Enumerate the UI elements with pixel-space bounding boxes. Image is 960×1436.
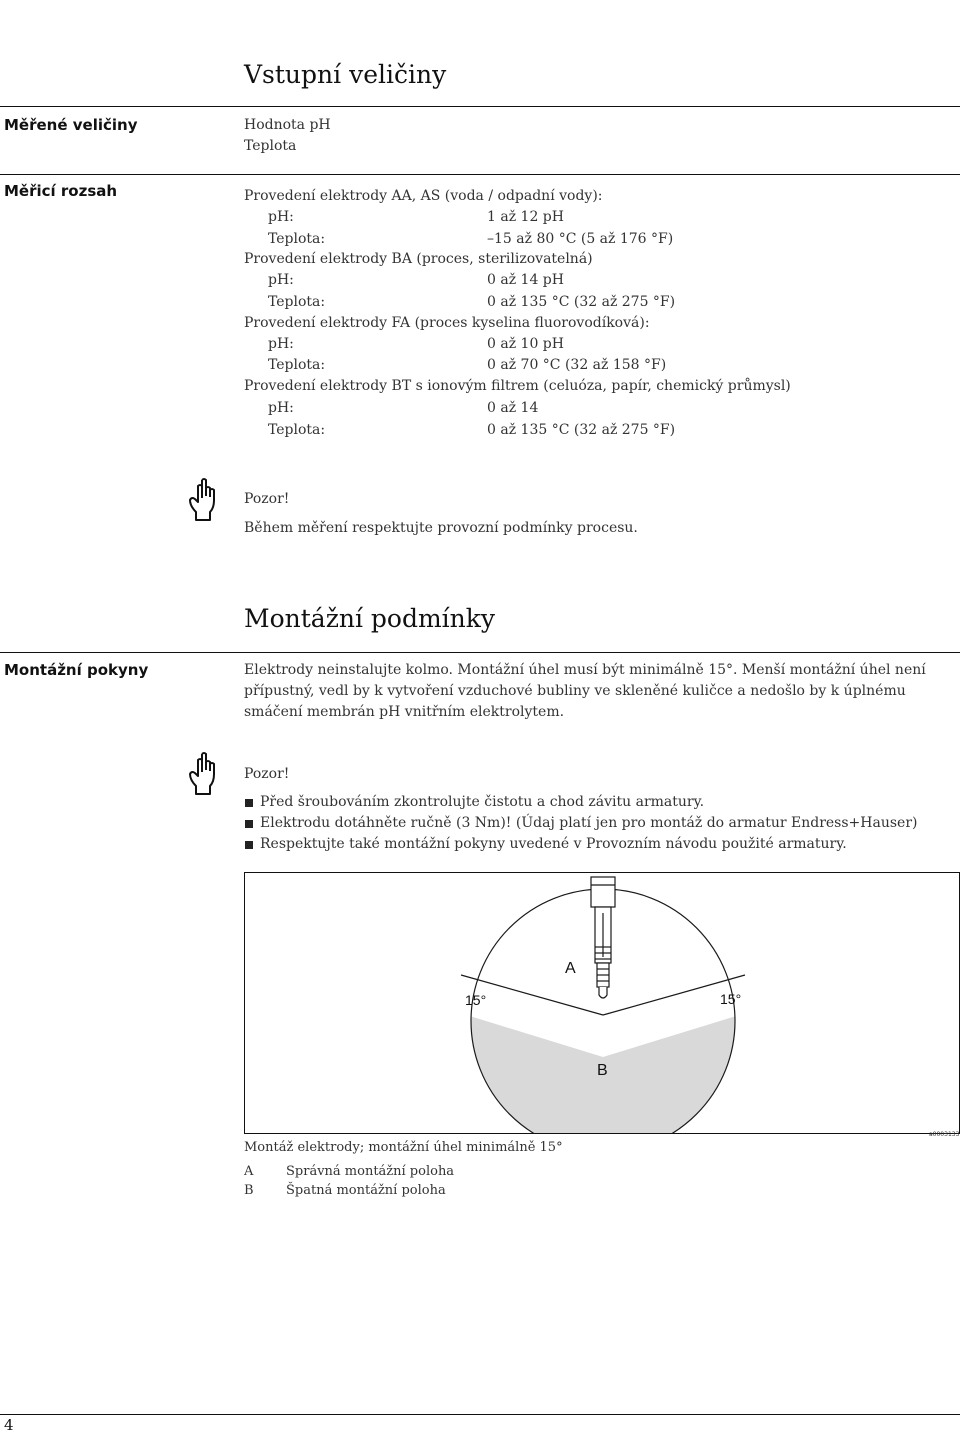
legend-key: B — [244, 1183, 254, 1198]
pointing-hand-icon — [186, 478, 220, 522]
range-row-name: pH: — [268, 336, 294, 352]
section-title-input: Vstupní veličiny — [244, 60, 447, 89]
section-divider — [0, 106, 960, 107]
range-row-value: 0 až 10 pH — [487, 336, 564, 352]
footer-divider — [0, 1414, 960, 1415]
legend-key: A — [244, 1164, 254, 1179]
note-bullet: Respektujte také montážní pokyny uvedené v Provozním návodu použité armatury. — [260, 836, 847, 852]
range-row-name: Teplota: — [268, 422, 326, 438]
mounting-angle-figure — [244, 872, 960, 1134]
range-row-name: Teplota: — [268, 294, 326, 310]
page-number: 4 — [4, 1416, 14, 1434]
range-group-heading: Provedení elektrody FA (proces kyselina fluorovodíková): — [244, 315, 650, 331]
range-row-value: –15 až 80 °C (5 až 176 °F) — [487, 231, 674, 247]
note-bullet: Elektrodu dotáhněte ručně (3 Nm)! (Údaj platí jen pro montáž do armatur Endress+Hauser) — [260, 815, 918, 831]
measured-line: Teplota — [244, 138, 297, 154]
install-label: Montážní pokyny — [4, 661, 149, 679]
range-group-heading: Provedení elektrody BT s ionovým filtrem (celuóza, papír, chemický průmysl) — [244, 378, 791, 394]
label-a: A — [565, 960, 576, 977]
range-row-value: 0 až 135 °C (32 až 275 °F) — [487, 294, 676, 310]
range-row-value: 0 až 14 pH — [487, 272, 564, 288]
label-b: B — [597, 1062, 608, 1079]
pointing-hand-icon — [186, 752, 220, 796]
section-divider — [0, 652, 960, 653]
range-row-value: 0 až 135 °C (32 až 275 °F) — [487, 422, 676, 438]
range-row-name: Teplota: — [268, 357, 326, 373]
note-bullet: Před šroubováním zkontrolujte čistotu a chod závitu armatury. — [260, 794, 705, 810]
range-group-heading: Provedení elektrody BA (proces, sterilizovatelná) — [244, 251, 593, 267]
note-text: Během měření respektujte provozní podmínky procesu. — [244, 520, 638, 536]
range-row-name: pH: — [268, 209, 294, 225]
range-row-value: 0 až 70 °C (32 až 158 °F) — [487, 357, 667, 373]
bullet-marker — [245, 820, 253, 828]
legend-text: Špatná montážní poloha — [286, 1183, 446, 1198]
note-title: Pozor! — [244, 766, 290, 782]
bullet-marker — [245, 841, 253, 849]
note-title: Pozor! — [244, 491, 290, 507]
range-row-value: 1 až 12 pH — [487, 209, 564, 225]
range-label: Měřicí rozsah — [4, 182, 118, 200]
bullet-marker — [245, 799, 253, 807]
measured-label: Měřené veličiny — [4, 116, 138, 134]
legend-text: Správná montážní poloha — [286, 1164, 455, 1179]
range-row-name: Teplota: — [268, 231, 326, 247]
measured-line: Hodnota pH — [244, 117, 331, 133]
range-row-value: 0 až 14 — [487, 400, 539, 416]
angle-label-left: 15° — [465, 992, 487, 1008]
section-title-installation: Montážní podmínky — [244, 604, 496, 633]
range-row-name: pH: — [268, 272, 294, 288]
range-group-heading: Provedení elektrody AA, AS (voda / odpadní vody): — [244, 188, 603, 204]
angle-label-right: 15° — [720, 991, 742, 1007]
figure-id: a0003133 — [929, 1131, 960, 1138]
section-divider — [0, 174, 960, 175]
figure-caption: Montáž elektrody; montážní úhel minimálně 15° — [244, 1140, 563, 1155]
install-text: Elektrody neinstalujte kolmo. Montážní úhel musí být minimálně 15°. Menší montážní úhel není přípustný, vedl by k vytvoření vzduchové bubliny ve skleněné kuličce a nedošlo by k úplnému smáčení membrán pH vnitřním elektrolytem. — [244, 662, 926, 720]
electrode-drawing — [591, 877, 615, 998]
range-row-name: pH: — [268, 400, 294, 416]
